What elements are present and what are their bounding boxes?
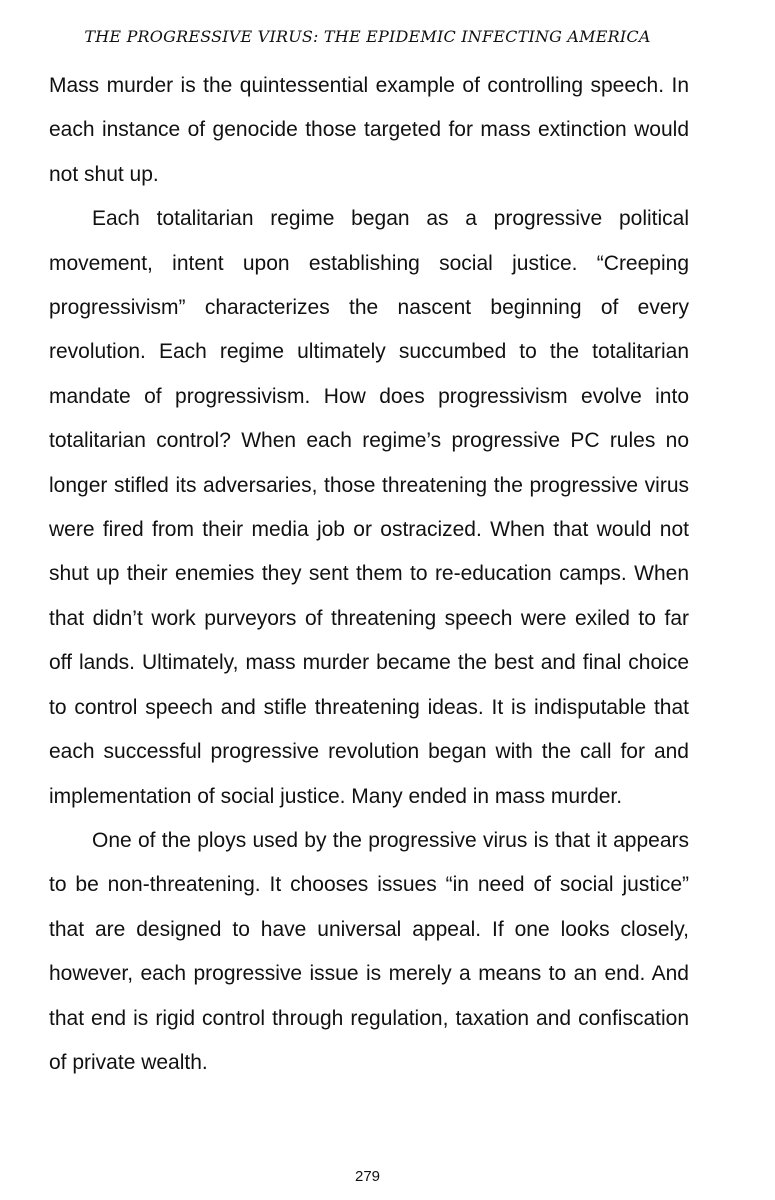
paragraph-2: Each totalitarian regime began as a progressive political movement, intent upon establishing social justice. “Creeping progressivism” characterizes the nascent beginning of every revolution. Each regime ultimately succumbed to the totalitarian mandate of progressivism. How does progressivism evolve into totalitarian control? When each regime’s progressive PC rules no longer stifled its adversaries, those threatening the progressive virus were fired from their media job or ostracized. When that would not shut up their enemies they sent them to re-education camps. When that didn’t work purveyors of threatening speech were exiled to far off lands. Ultimately, mass murder became the best and final choice to control speech and stifle threatening ideas. It is indisputable that each successful progressive revolution began with the call for and implementation of social justice. Many ended in mass murder.	[49, 207, 689, 808]
paragraph-3: One of the ploys used by the progressive virus is that it appears to be non-threatening. It chooses issues “in need of social justice” that are designed to have universal appeal. If one looks closely, however, each progressive issue is merely a means to an end. And that end is rigid control through regulation, taxation and confiscation of private wealth.	[49, 828, 689, 1074]
body-text	[49, 64, 689, 1085]
paragraph-1: Mass murder is the quintessential example of controlling speech. In each instance of genocide those targeted for mass extinction would not shut up.	[49, 74, 689, 186]
page-number: 279	[354, 1168, 381, 1185]
running-header: THE PROGRESSIVE VIRUS: THE EPIDEMIC INFECTING AMERICA	[84, 27, 651, 46]
